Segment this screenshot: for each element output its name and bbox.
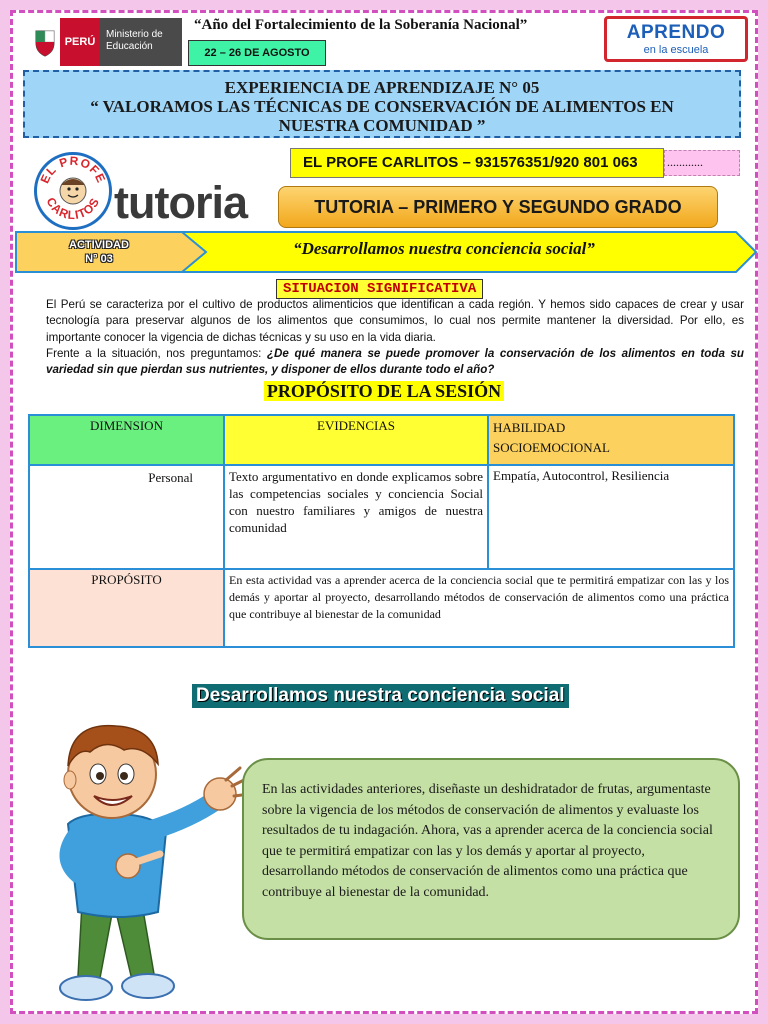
coat-of-arms-icon — [30, 18, 60, 66]
ministry-logo — [30, 18, 182, 66]
col-header-skill-line1: HABILIDAD — [493, 420, 566, 435]
logo-arc-bottom: CARLITOS — [43, 195, 103, 223]
table-row — [29, 569, 734, 647]
activity-strip — [14, 228, 758, 276]
col-header-evidence: EVIDENCIAS — [224, 415, 488, 465]
development-heading: Desarrollamos nuestra conciencia social — [192, 684, 569, 708]
year-title: “Año del Fortalecimiento de la Soberanía Nacional” — [194, 17, 528, 33]
logo-ministry: Ministerio de Educación — [100, 18, 182, 66]
activity-title: “Desarrollamos nuestra conciencia social” — [293, 239, 595, 258]
cell-purpose-text: En esta actividad vas a aprender acerca de la conciencia social que te permitirá empatizar con las y los demás y aportar al proyecto, desarrollando métodos de conservación de alimentos como una práctica que contribuye al bienestar de la comunidad — [224, 569, 734, 647]
dates-badge: 22 – 26 DE AGOSTO — [188, 40, 326, 66]
purpose-table — [28, 414, 735, 648]
situation-paragraph-1: El Perú se caracteriza por el cultivo de productos alimenticios que identifican a cada región. Y hemos sido capaces de crear y usar tecnología para preservar algunos de los alimentos que consumimos, lo cual nos permite mantener la diversidad. Por ello, es importante conocer la vigencia de dichas técnicas y su uso en la vida diaria. — [46, 298, 744, 344]
situation-question-intro: Frente a la situación, nos preguntamos: — [46, 346, 267, 360]
cell-purpose-label: PROPÓSITO — [29, 569, 224, 647]
experience-title-line1: “ VALORAMOS LAS TÉCNICAS DE CONSERVACIÓN DE ALIMENTOS EN — [90, 97, 674, 116]
cell-evidence: Texto argumentativo en donde explicamos sobre las competencias sociales y conciencia Social con nuestro familiares y amigos de nuestra comunidad — [224, 465, 488, 569]
profe-carlitos-logo — [34, 152, 112, 230]
table-row — [29, 465, 734, 569]
logo-country: PERÚ — [60, 18, 100, 66]
brand-line1: APRENDO — [626, 22, 726, 43]
col-header-dimension: DIMENSION — [29, 415, 224, 465]
situation-text — [46, 297, 744, 378]
purpose-heading-wrap — [0, 380, 768, 402]
experience-title-line2: NUESTRA COMUNIDAD ” — [278, 116, 486, 135]
cell-skills: Empatía, Autocontrol, Resiliencia — [488, 465, 734, 569]
tutoria-wordmark: tutoria — [114, 177, 247, 228]
col-header-skill-line2: SOCIOEMOCIONAL — [493, 440, 610, 455]
experience-title-box — [23, 70, 741, 138]
purpose-heading: PROPÓSITO DE LA SESIÓN — [264, 381, 504, 401]
grade-banner: TUTORIA – PRIMERO Y SEGUNDO GRADO — [278, 186, 718, 228]
logo-arc-top: EL PROFE — [37, 155, 109, 186]
activity-number: N° 03 — [85, 253, 113, 265]
cartoon-boy-illustration — [20, 708, 250, 1012]
activity-label — [44, 238, 154, 266]
situation-heading: SITUACION SIGNIFICATIVA — [276, 279, 483, 299]
cell-dimension: Personal — [29, 465, 224, 569]
col-header-skill — [488, 415, 734, 465]
speech-bubble: En las actividades anteriores, diseñaste un deshidratador de frutas, argumentaste sobre la vigencia de los métodos de conservación de alimentos y evaluaste los resultados de tu indagación. Ahora, vas a aprender acerca de la conciencia social que te permitirá empatizar con las y los demás y aportar al proyecto, desarrollando métodos de conservación de alimentos como una práctica que contribuye al bienestar de la comunidad. — [242, 758, 740, 940]
contact-trailing: ............ — [664, 150, 740, 176]
aprendo-logo — [604, 16, 748, 62]
brand-line2: en la escuela — [643, 44, 709, 56]
situation-question: ¿De qué manera se puede promover la conservación de los alimentos en toda su variedad sin que pierdan sus nutrientes, y disponer de ellos durante todo el año? — [46, 346, 744, 377]
table-header-row — [29, 415, 734, 465]
experience-number: EXPERIENCIA DE APRENDIZAJE N° 05 — [224, 78, 540, 97]
situation-paragraph-2 — [46, 346, 744, 379]
contact-info: EL PROFE CARLITOS – 931576351/920 801 063 — [290, 148, 664, 178]
activity-label-line1: ACTIVIDAD — [69, 239, 129, 251]
